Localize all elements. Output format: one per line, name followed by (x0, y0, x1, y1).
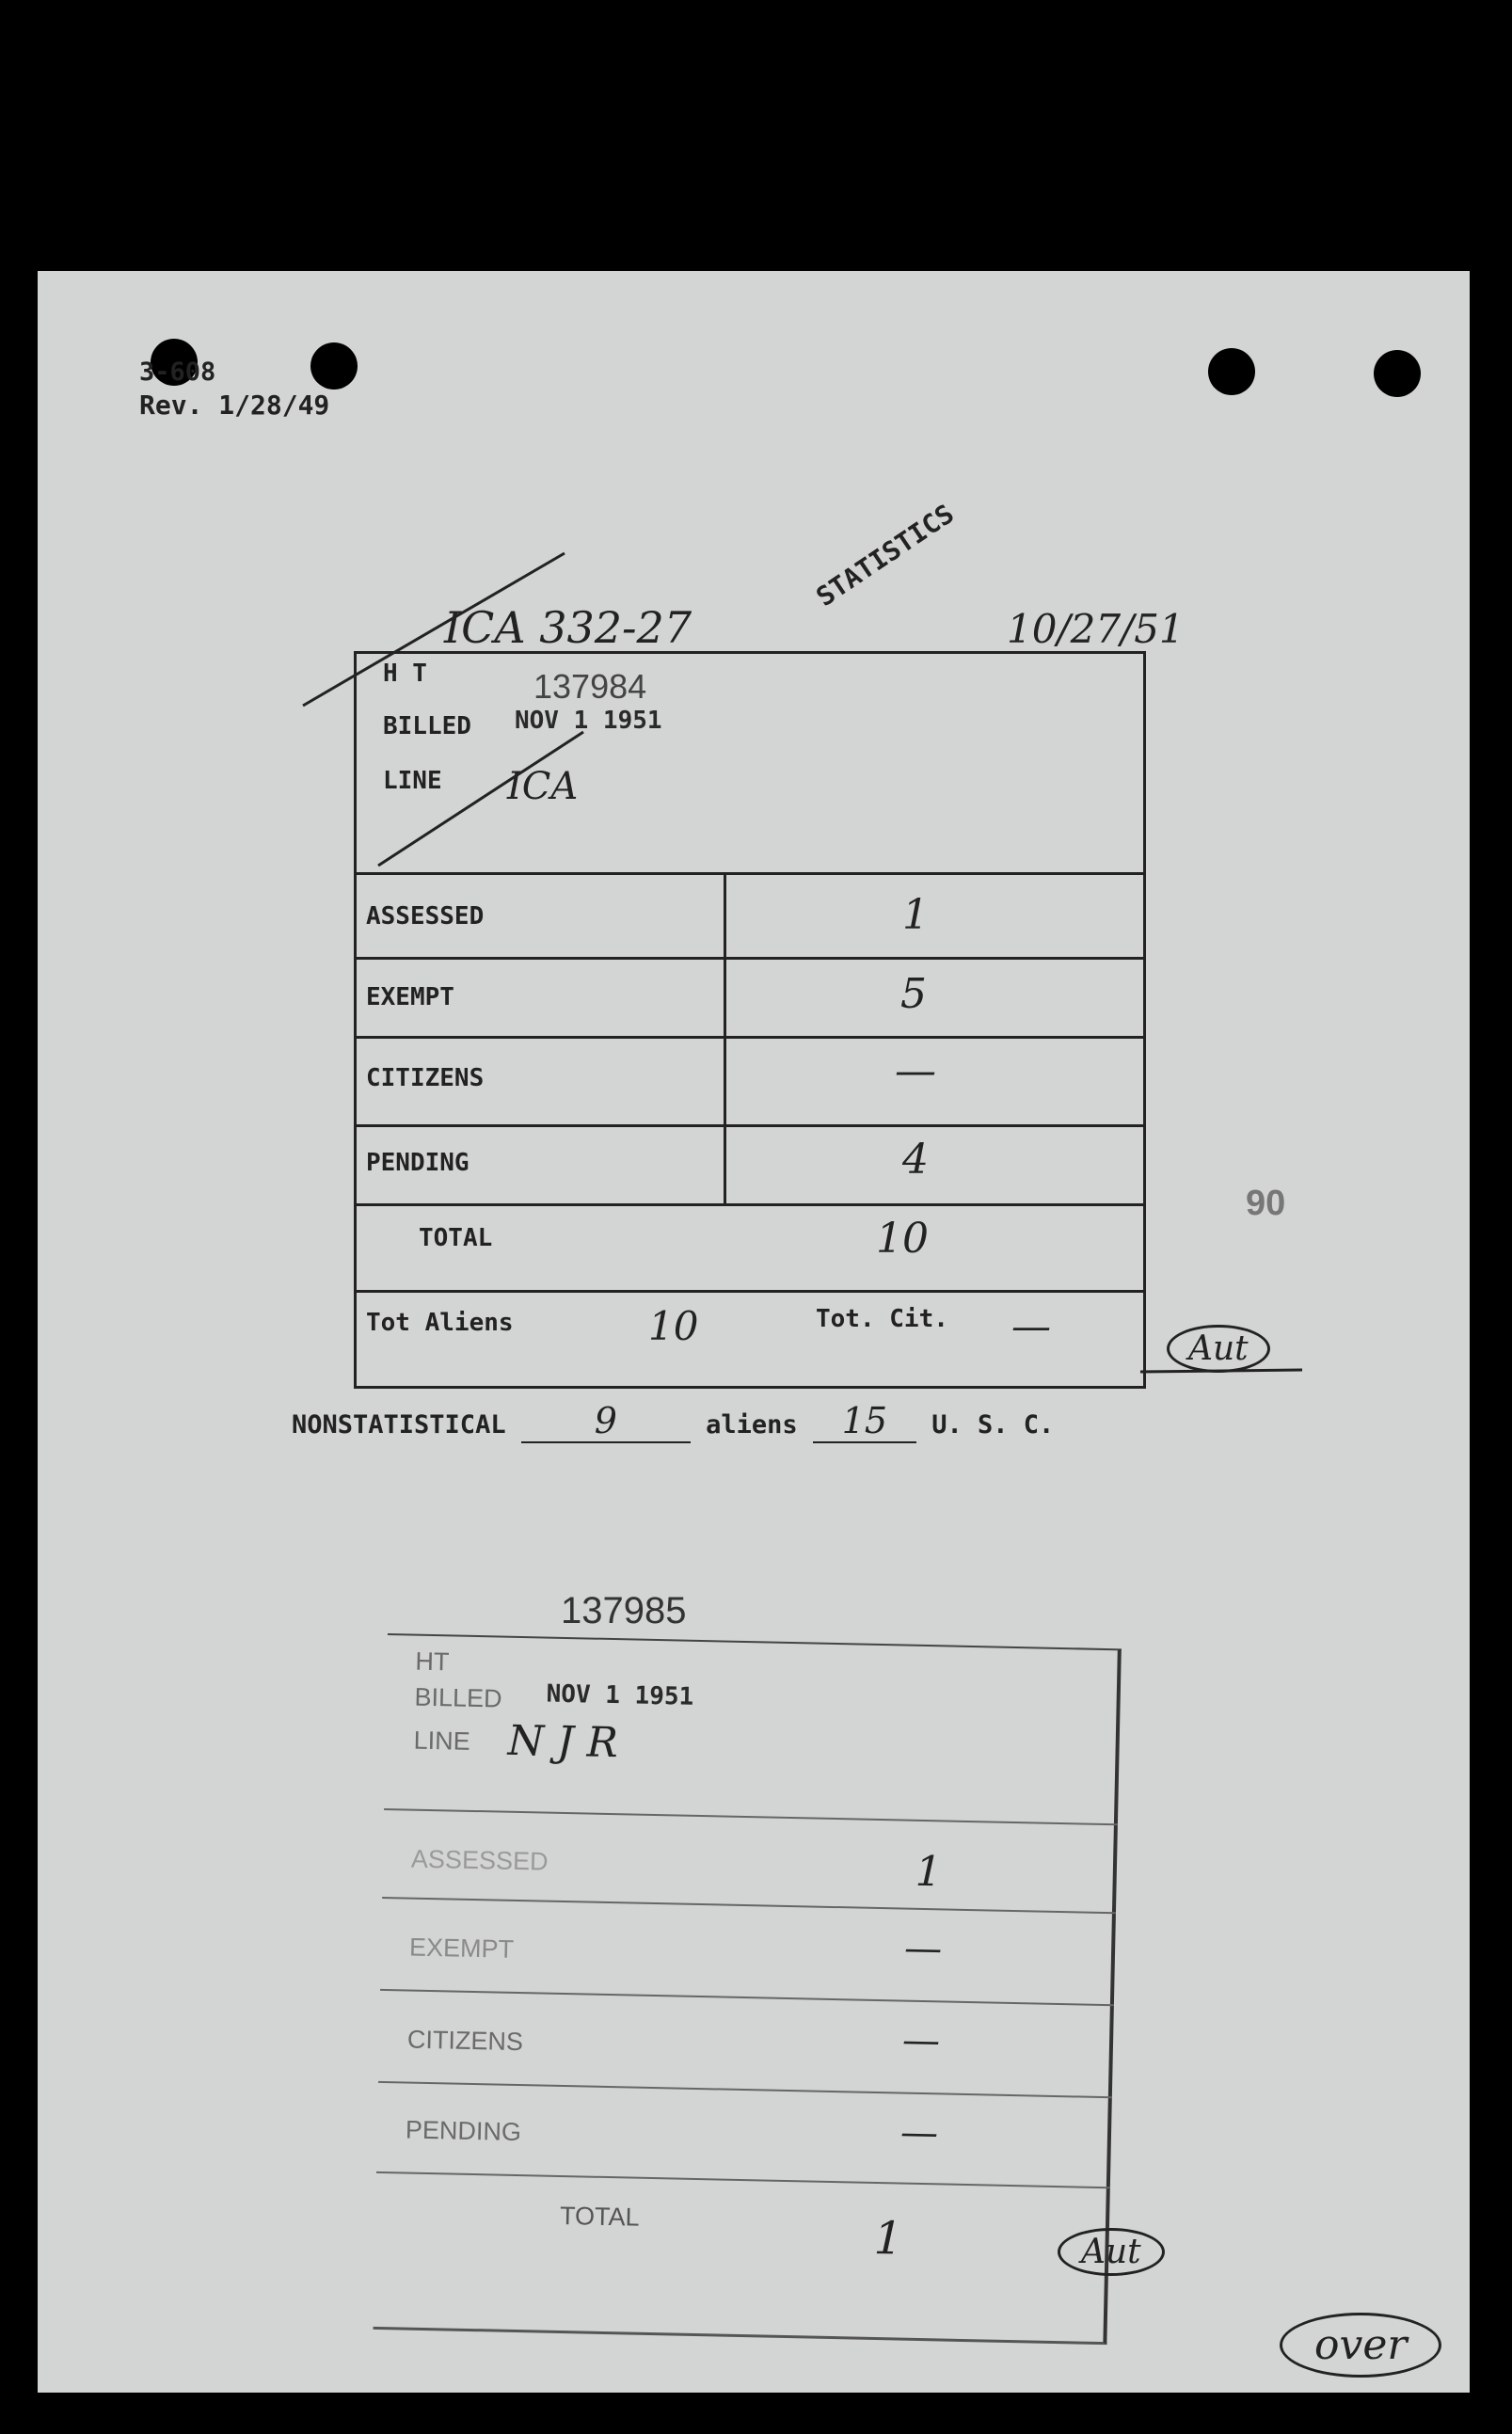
form-revision: Rev. 1/28/49 (139, 390, 330, 421)
total-value: 10 (876, 1215, 929, 1263)
tot-cit-label: Tot. Cit. (816, 1305, 948, 1333)
nonstatistical-line (292, 1400, 1054, 1443)
tot-aliens-value: 10 (648, 1303, 699, 1349)
total-label: TOTAL (419, 1224, 493, 1252)
card2-row-label-pending: PENDING (405, 2115, 522, 2147)
row-value-pending: 4 (902, 1136, 929, 1184)
initials-card-1: Aut (1167, 1325, 1270, 1373)
side-number: 90 (1246, 1184, 1286, 1223)
tot-aliens-label: Tot Aliens (366, 1309, 514, 1337)
handwritten-date: 10/27/51 (1007, 606, 1185, 652)
nonstatistical-label: NONSTATISTICAL (292, 1410, 506, 1440)
row-label-exempt: EXEMPT (366, 983, 454, 1011)
row-label-assessed: ASSESSED (366, 902, 485, 931)
billed-label: BILLED (383, 712, 471, 740)
row-value-exempt: 5 (900, 970, 927, 1018)
card2-billed-date: NOV 1 1951 (546, 1679, 694, 1711)
form-number: 3-608 (139, 358, 216, 387)
over-note: over (1280, 2313, 1441, 2378)
line-label: LINE (383, 767, 442, 795)
card2-line-label: LINE (413, 1726, 470, 1756)
card2-row-label-citizens: CITIZENS (406, 2025, 524, 2057)
card2-row-value-assessed: 1 (915, 1847, 943, 1897)
card2-row-value-pending: — (899, 2110, 939, 2156)
card2-line-value: N J R (507, 1716, 619, 1768)
row-value-citizens: — (895, 1047, 936, 1095)
line-value: ICA (507, 765, 579, 808)
card2-row-value-exempt: — (903, 1926, 943, 1971)
card2-total-value: 1 (873, 2211, 903, 2266)
card2-row-label-exempt: EXEMPT (408, 1933, 515, 1964)
row-label-citizens: CITIZENS (366, 1064, 485, 1092)
card2-ht-label: HT (415, 1647, 450, 1677)
ht-number: 137984 (533, 667, 647, 706)
card2-row-value-citizens: — (901, 2018, 941, 2063)
card2-total-label: TOTAL (559, 2201, 640, 2232)
initials-card-2: Aut (1058, 2228, 1165, 2276)
handwritten-reference: ICA 332-27 (444, 602, 692, 653)
statistics-stamp: STATISTICS (810, 498, 960, 612)
row-value-assessed: 1 (902, 891, 929, 939)
row-label-pending: PENDING (366, 1149, 470, 1177)
billed-date: NOV 1 1951 (515, 707, 662, 735)
nonstatistical-aliens-label: aliens (706, 1410, 798, 1440)
ht-label: H T (383, 660, 427, 688)
statistics-card-2 (374, 1633, 1122, 2345)
nonstatistical-aliens-count: 9 (521, 1400, 691, 1443)
statistics-card-1 (354, 651, 1146, 1389)
card2-billed-label: BILLED (414, 1682, 502, 1713)
ht-number-card-2: 137985 (561, 1590, 687, 1631)
nonstatistical-usc-count: 15 (813, 1400, 916, 1443)
document-page (38, 271, 1470, 2393)
tot-cit-value: — (1011, 1303, 1051, 1349)
card2-row-label-assessed: ASSESSED (410, 1844, 549, 1876)
nonstatistical-usc-label: U. S. C. (931, 1410, 1055, 1440)
